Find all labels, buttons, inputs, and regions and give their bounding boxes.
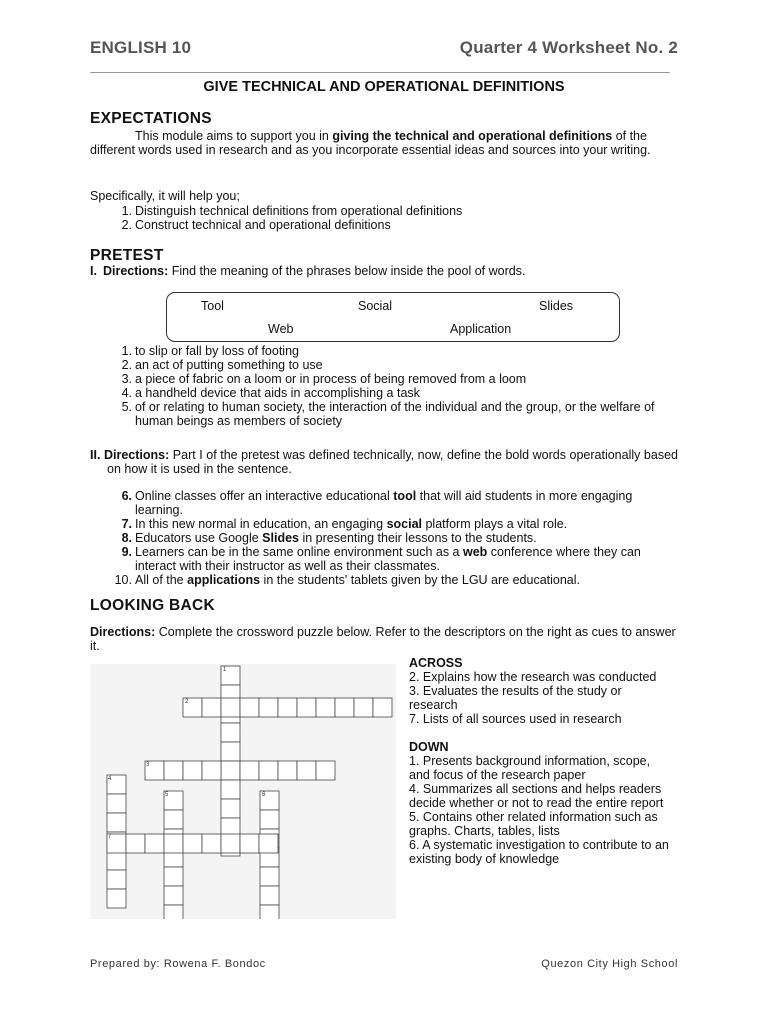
crossword-cell <box>260 905 279 919</box>
list-text: Distinguish technical definitions from operational definitions <box>135 204 463 218</box>
sentence-start: Online classes offer an interactive educational <box>135 489 394 503</box>
crossword-cell <box>260 886 279 905</box>
list-number: 5. <box>121 400 132 414</box>
expectations-list <box>90 204 678 232</box>
down-clue: 1. Presents background information, scope, and focus of the research paper <box>409 754 651 782</box>
crossword-cell <box>278 698 297 717</box>
crossword-cell <box>259 761 278 780</box>
crossword-cell <box>297 698 316 717</box>
pool-word: Application <box>450 322 512 336</box>
crossword-cell <box>107 813 126 832</box>
crossword-cell <box>316 698 335 717</box>
crossword-cell <box>107 851 126 870</box>
crossword-cell <box>107 889 126 908</box>
crossword-cell <box>240 761 259 780</box>
part2-directions-text: Part I of the pretest was defined technically, now, define the bold words operationally based on how it is used in the sentence. <box>107 448 678 476</box>
bold-word: tool <box>393 489 417 503</box>
bold-word: applications <box>187 573 261 587</box>
sentence-start: Educators use Google <box>135 531 263 545</box>
sentence-end: in the students' tablets given by the LGU are educational. <box>260 573 581 587</box>
bold-word: Slides <box>262 531 299 545</box>
list-text: a handheld device that aids in accomplishing a task <box>135 386 420 400</box>
specifically-text: Specifically, it will help you; <box>90 189 240 203</box>
expectations-intro <box>90 129 678 157</box>
crossword-cell <box>164 761 183 780</box>
down-clue: 5. Contains other related information such as graphs. Charts, tables, lists <box>409 810 658 838</box>
crossword-directions-text: Complete the crossword puzzle below. Refer to the descriptors on the right as cues to answer it. <box>90 625 676 653</box>
across-clue: 3. Evaluates the results of the study or research <box>409 684 622 712</box>
part1-directions-text: Find the meaning of the phrases below inside the pool of words. <box>168 264 526 278</box>
list-item <box>90 531 678 545</box>
list-number: 3. <box>121 372 132 386</box>
across-clue: 7. Lists of all sources used in research <box>409 712 622 726</box>
across-clue: 2. Explains how the research was conducted <box>409 670 657 684</box>
crossword-cell <box>202 761 221 780</box>
list-text: to slip or fall by loss of footing <box>135 344 299 358</box>
pool-word: Web <box>268 322 294 336</box>
part1-label: I. <box>90 264 97 278</box>
list-text: a piece of fabric on a loom or in process of being removed from a loom <box>135 372 527 386</box>
pretest-heading: PRETEST <box>90 247 164 264</box>
intro-text-end: of the different words used in research and as you incorporate essential ideas and sources into your writing. <box>90 129 651 157</box>
clue-number-1: 1 <box>223 667 227 673</box>
crossword-cell <box>335 698 354 717</box>
expectations-heading: EXPECTATIONS <box>90 110 212 127</box>
list-number: 8. <box>121 531 132 545</box>
list-item <box>90 545 678 573</box>
part2-list <box>90 489 678 587</box>
part1-list <box>90 344 678 428</box>
list-item <box>90 358 678 372</box>
list-text: of or relating to human society, the interaction of the individual and the group, or the welfare of human beings as members of society <box>135 400 655 428</box>
crossword-cell <box>297 761 316 780</box>
list-item <box>90 489 678 517</box>
down-clue: 4. Summarizes all sections and helps readers decide whether or not to read the entire report <box>409 782 664 810</box>
list-item <box>90 218 678 232</box>
crossword-cell <box>221 698 240 717</box>
list-number: 2. <box>121 218 132 232</box>
list-item <box>90 386 678 400</box>
crossword-cell <box>164 867 183 886</box>
list-item <box>90 517 678 531</box>
word-pool-box <box>166 292 620 342</box>
list-number: 9. <box>121 545 132 559</box>
down-clue: 6. A systematic investigation to contribute to an existing body of knowledge <box>409 838 669 866</box>
worksheet-number: Quarter 4 Worksheet No. 2 <box>459 38 678 57</box>
crossword-cell <box>107 870 126 889</box>
crossword-cell <box>164 886 183 905</box>
across-heading: ACROSS <box>409 656 463 670</box>
bold-word: web <box>462 545 488 559</box>
crossword-cell <box>221 761 240 780</box>
sentence-start: Learners can be in the same online environment such as a <box>135 545 463 559</box>
page-title: GIVE TECHNICAL AND OPERATIONAL DEFINITIONS <box>203 79 565 95</box>
crossword-cell <box>202 698 221 717</box>
list-text: an act of putting something to use <box>135 358 323 372</box>
crossword-cell <box>240 698 259 717</box>
list-number: 1. <box>121 344 132 358</box>
sentence-start: All of the <box>135 573 188 587</box>
clue-number-7: 7 <box>108 834 112 840</box>
list-number: 7. <box>121 517 132 531</box>
part1-directions <box>90 264 678 278</box>
looking-back-heading: LOOKING BACK <box>90 597 216 614</box>
list-number: 4. <box>121 386 132 400</box>
clue-number-2: 2 <box>185 699 189 705</box>
subject-title: ENGLISH 10 <box>90 38 192 57</box>
intro-text-start: This module aims to support you in <box>135 129 333 143</box>
part2-label: II. <box>90 448 101 462</box>
crossword-cell <box>240 834 259 853</box>
pool-word: Tool <box>201 299 224 313</box>
crossword-directions-label: Directions: <box>90 625 156 639</box>
crossword-cell <box>183 761 202 780</box>
crossword-cell <box>259 698 278 717</box>
clue-number-4: 4 <box>108 776 112 782</box>
pool-word: Slides <box>539 299 574 313</box>
list-number: 2. <box>121 358 132 372</box>
crossword-cell <box>164 834 183 853</box>
list-item <box>90 204 678 218</box>
crossword-cell <box>260 810 279 829</box>
sentence-end: platform plays a vital role. <box>422 517 568 531</box>
crossword-clues <box>409 656 669 866</box>
crossword-cell <box>107 794 126 813</box>
part2-directions <box>90 448 678 476</box>
list-text: Construct technical and operational definitions <box>135 218 391 232</box>
sentence-start: In this new normal in education, an engaging <box>135 517 387 531</box>
list-item <box>90 344 678 358</box>
list-item <box>90 573 678 587</box>
school-name: Quezon City High School <box>541 958 678 970</box>
crossword-cell <box>260 867 279 886</box>
part2-directions-label: Directions: <box>103 448 170 462</box>
crossword-cell <box>259 834 278 853</box>
list-item <box>90 400 678 428</box>
sentence-end: that will aid students in more engaging learning. <box>135 489 633 517</box>
clue-number-3: 3 <box>146 762 150 768</box>
bold-word: social <box>386 517 422 531</box>
crossword-cell <box>278 761 297 780</box>
sentence-end: in presenting their lessons to the students. <box>299 531 537 545</box>
crossword-cell <box>202 834 221 853</box>
list-number: 6. <box>121 489 132 503</box>
crossword-cell <box>183 834 202 853</box>
crossword-cell <box>126 834 145 853</box>
crossword-cell <box>221 799 240 818</box>
crossword-cell <box>164 810 183 829</box>
sentence-end: conference where they can interact with their instructor as well as their classmates. <box>135 545 641 573</box>
crossword-cell <box>221 723 240 742</box>
clue-number-5: 5 <box>165 792 169 798</box>
pool-word: Social <box>358 299 393 313</box>
prepared-by: Prepared by: Rowena F. Bondoc <box>90 958 266 970</box>
crossword-cell <box>316 761 335 780</box>
list-item <box>90 372 678 386</box>
crossword-cell <box>373 698 392 717</box>
list-number: 1. <box>121 204 132 218</box>
part1-directions-label: Directions: <box>102 264 169 278</box>
crossword-cell <box>354 698 373 717</box>
down-heading: DOWN <box>409 740 449 754</box>
list-number: 10. <box>114 573 132 587</box>
crossword-directions <box>90 625 678 653</box>
crossword-cell <box>221 742 240 761</box>
header-divider <box>90 72 670 73</box>
intro-text-bold: giving the technical and operational definitions <box>332 129 613 143</box>
crossword-cell <box>164 905 183 919</box>
crossword-cell <box>221 834 240 853</box>
crossword-grid <box>90 664 396 919</box>
clue-number-6: 6 <box>262 792 266 798</box>
crossword-cell <box>221 780 240 799</box>
crossword-cell <box>145 834 164 853</box>
